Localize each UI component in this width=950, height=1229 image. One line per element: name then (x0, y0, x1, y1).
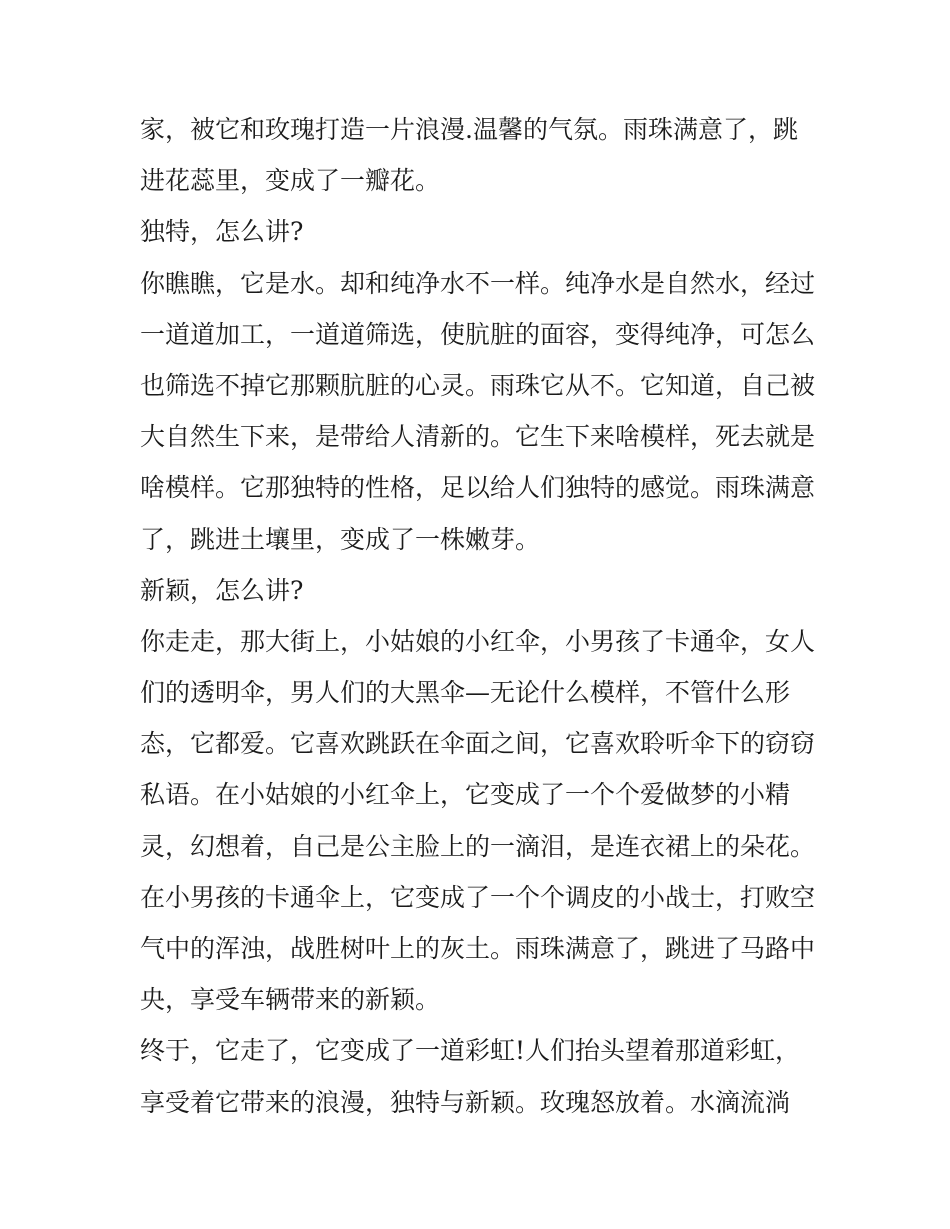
text-line: 了，跳进土壤里，变成了一株嫩芽。 (140, 524, 541, 554)
text-line: 你走走，那大街上，小姑娘的小红伞，小男孩了卡通伞，女人 (140, 626, 816, 656)
text-line: 你瞧瞧，它是水。却和纯净水不一样。纯净水是自然水，经过 (140, 268, 816, 298)
text-line: 享受着它带来的浪漫，独特与新颖。玫瑰怒放着。水滴流淌 (140, 1087, 791, 1117)
text-line: 气中的浑浊，战胜树叶上的灰土。雨珠满意了，跳进了马路中 (140, 934, 816, 963)
text-line: 一道道加工，一道道筛选，使肮脏的面容，变得纯净，可怎么 (140, 319, 816, 349)
text-line: 进花蕊里，变成了一瓣花。 (140, 166, 441, 196)
text-line: 们的透明伞，男人们的大黑伞—无论什么模样，不管什么形 (140, 678, 791, 708)
text-line: 灵，幻想着，自己是公主脸上的一滴泪，是连衣裙上的朵花。 (140, 831, 816, 861)
text-line: 大自然生下来，是带给人清新的。它生下来啥模样，死去就是 (140, 422, 816, 452)
text-line: 终于，它走了，它变成了一道彩虹!人们抬头望着那道彩虹， (140, 1036, 801, 1066)
text-line: 也筛选不掉它那颗肮脏的心灵。雨珠它从不。它知道，自己被 (140, 370, 816, 400)
body-text (140, 104, 820, 1128)
text-line: 家，被它和玫瑰打造一片浪漫.温馨的气氛。雨珠满意了，跳 (140, 115, 798, 144)
text-line: 央，享受车辆带来的新颖。 (140, 985, 441, 1015)
text-line: 独特，怎么讲? (140, 217, 304, 247)
text-line: 啥模样。它那独特的性格，足以给人们独特的感觉。雨珠满意 (140, 473, 816, 503)
text-line: 新颖，怎么讲? (140, 575, 304, 605)
text-line: 私语。在小姑娘的小红伞上，它变成了一个个爱做梦的小精 (140, 780, 791, 810)
text-line: 在小男孩的卡通伞上，它变成了一个个调皮的小战士，打败空 (140, 882, 816, 912)
text-line: 态，它都爱。它喜欢跳跃在伞面之间，它喜欢聆听伞下的窃窃 (140, 729, 816, 759)
